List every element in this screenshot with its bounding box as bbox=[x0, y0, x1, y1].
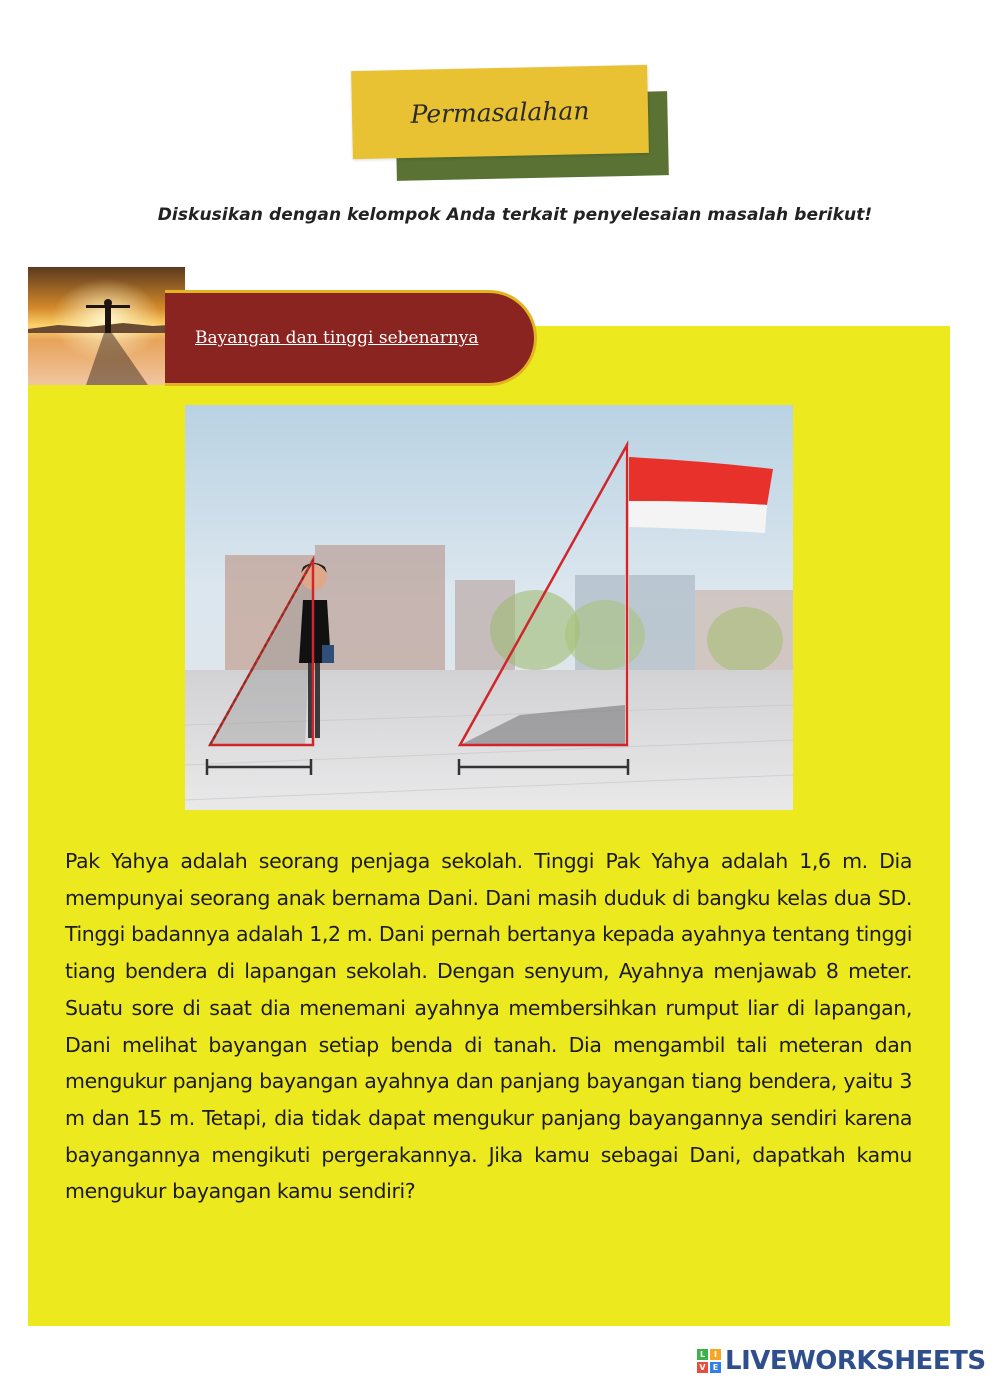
title-banner bbox=[352, 68, 672, 183]
liveworksheets-logo[interactable] bbox=[697, 1342, 986, 1380]
brand-name: LIVEWORKSHEETS bbox=[725, 1346, 986, 1376]
title-banner-front bbox=[351, 65, 649, 159]
section-tag[interactable] bbox=[165, 290, 537, 386]
section-tag-label[interactable]: Bayangan dan tinggi sebenarnya bbox=[195, 328, 479, 348]
logo-block-i: I bbox=[710, 1349, 721, 1360]
logo-block-l: L bbox=[697, 1349, 708, 1360]
story-paragraph: Pak Yahya adalah seorang penjaga sekolah. Tinggi Pak Yahya adalah 1,6 m. Dia mempunyai seorang anak bernama Dani. Dani masih duduk di bangku kelas dua SD. Tinggi badannya adalah 1,2 m. Dani pernah bertanya kepada ayahnya tentang tinggi tiang bendera di lapangan sekolah. Dengan senyum, Ayahnya menjawab 8 meter. Suatu sore di saat dia menemani ayahnya membersihkan rumput liar di lapangan, Dani melihat bayangan setiap benda di tanah. Dia mengambil tali meteran dan mengukur panjang bayangan ayahnya dan panjang bayangan tiang bendera, yaitu 3 m dan 15 m. Tetapi, dia tidak dapat mengukur panjang bayangannya sendiri karena bayangannya mengikuti pergerakannya. Jika kamu sebagai Dani, dapatkah kamu mengukur bayangan kamu sendiri? bbox=[65, 849, 912, 1204]
page-title: Permasalahan bbox=[410, 95, 590, 129]
logo-blocks-icon bbox=[697, 1349, 721, 1373]
logo-block-v: V bbox=[697, 1362, 708, 1373]
shadow-illustration bbox=[185, 405, 793, 810]
logo-block-e: E bbox=[710, 1362, 721, 1373]
sunset-photo bbox=[28, 267, 185, 385]
instruction-text: Diskusikan dengan kelompok Anda terkait penyelesaian masalah berikut! bbox=[157, 205, 873, 225]
